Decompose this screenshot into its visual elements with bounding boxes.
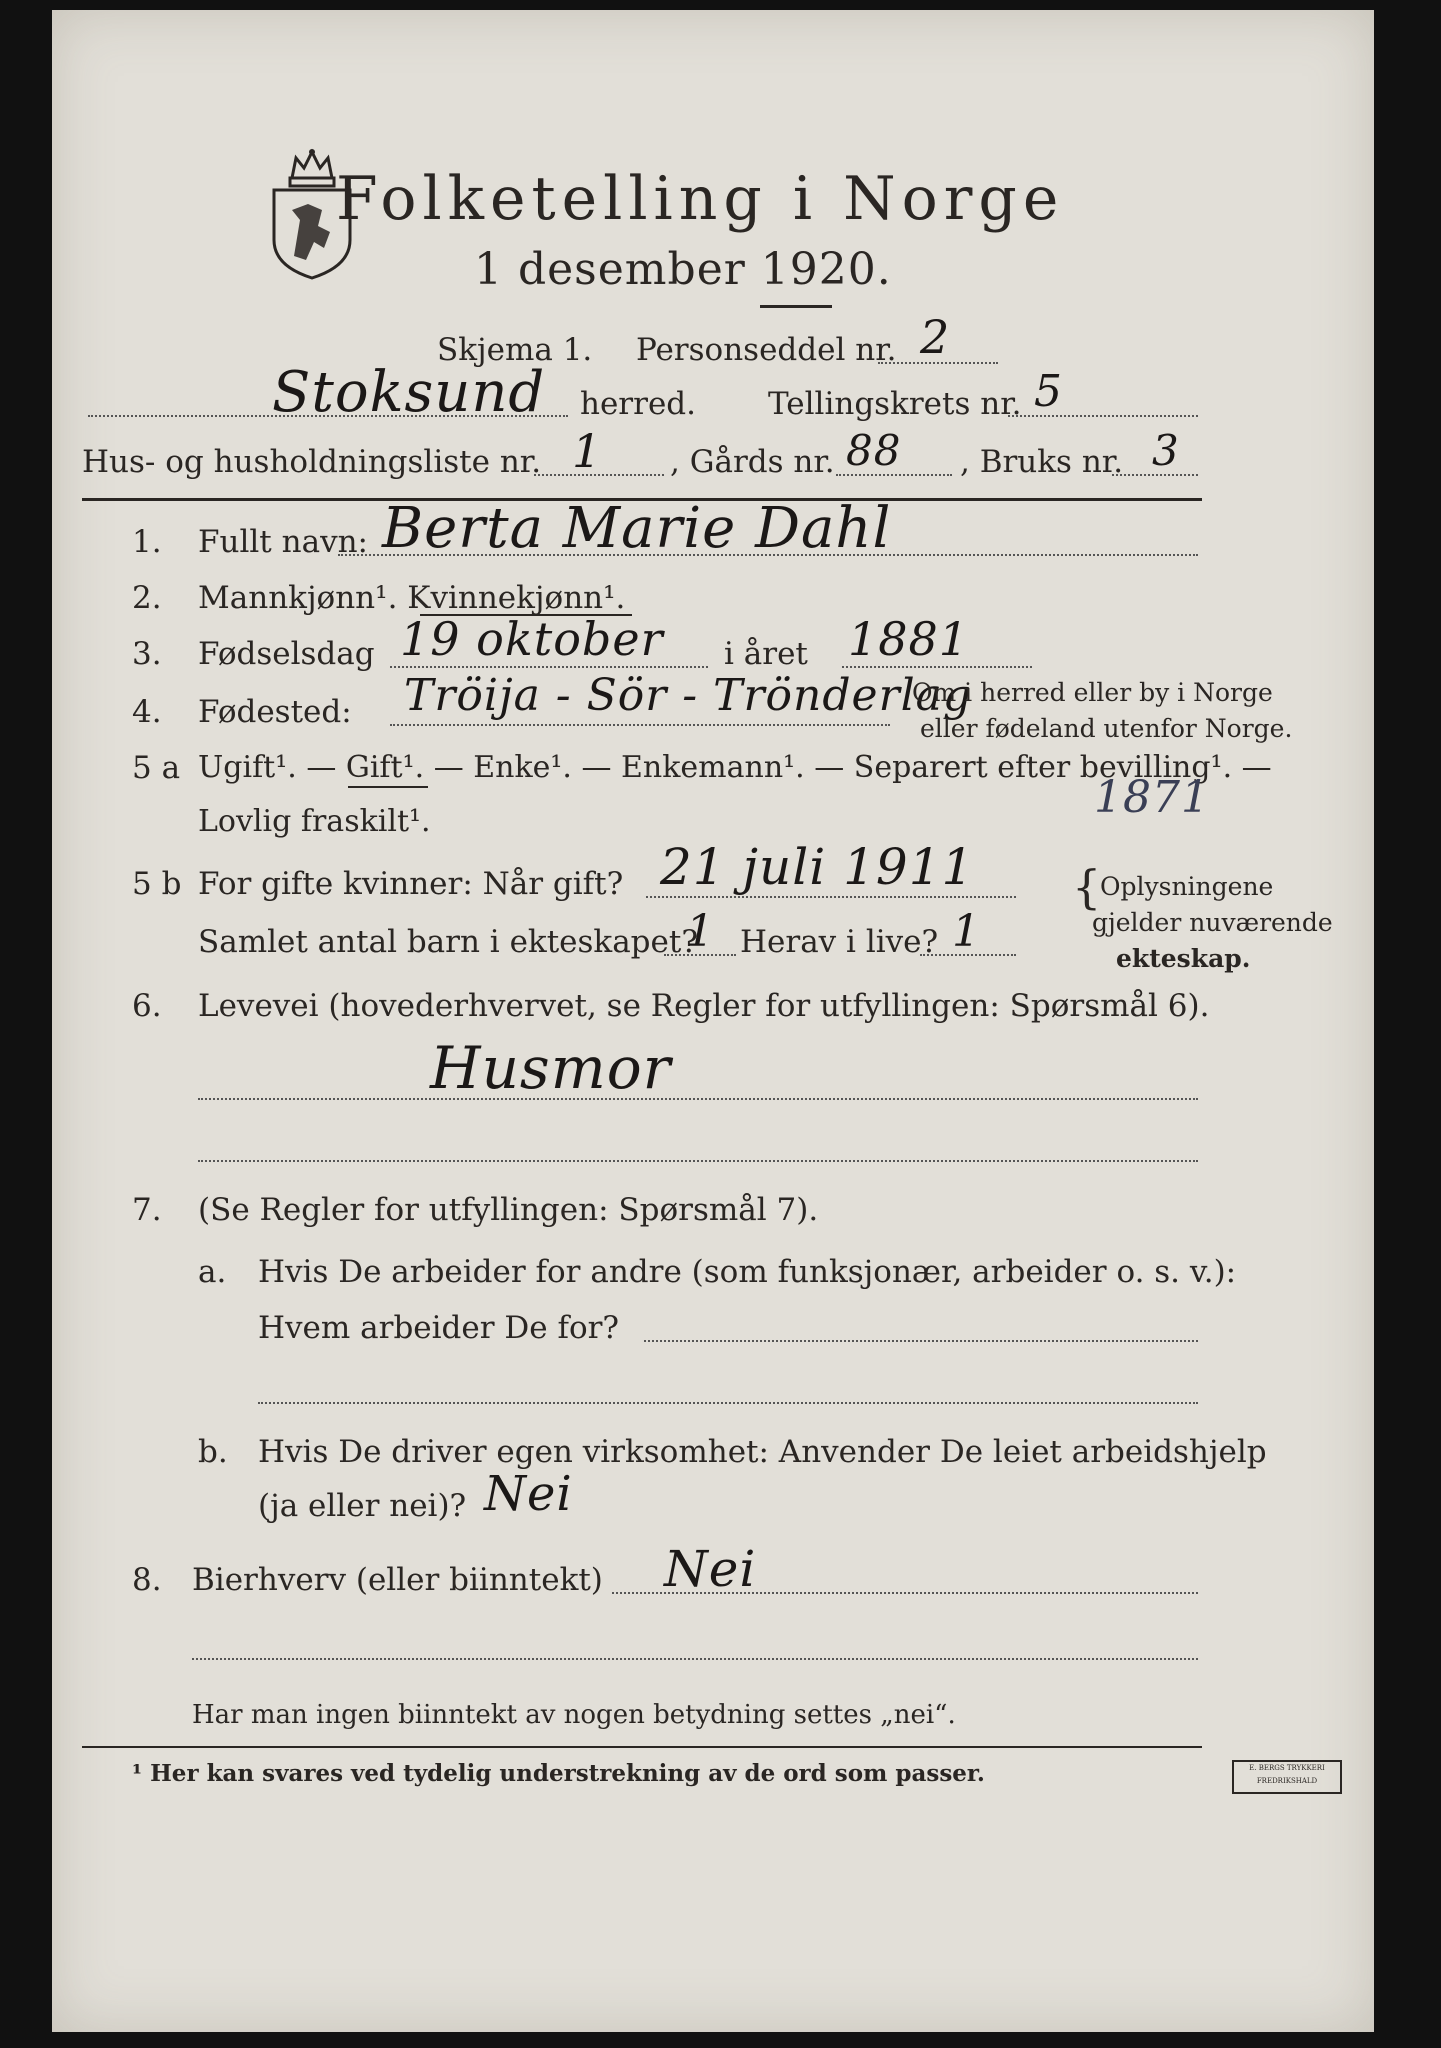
brace-icon: { [1072, 860, 1102, 914]
schema-label: Skjema 1. [437, 332, 593, 368]
q7b-line-2: (ja eller nei)? [258, 1488, 467, 1524]
q5b-number: 5 b [132, 866, 182, 902]
oplysning-note-1: Oplysningene [1100, 872, 1274, 901]
birthplace-value[interactable]: Tröija - Sör - Trönderlag [404, 670, 973, 721]
tellingskrets-label: Tellingskrets nr. [768, 386, 1022, 422]
birthyear-value[interactable]: 1881 [848, 612, 970, 666]
footer-divider [82, 1746, 1202, 1748]
birthplace-note-2: eller fødeland utenfor Norge. [920, 714, 1293, 743]
form-title: Folketelling i Norge [336, 164, 1065, 234]
q6-label: Levevei (hovederhvervet, se Regler for utfyllingen: Spørsmål 6). [198, 988, 1210, 1024]
q7-number: 7. [132, 1192, 162, 1228]
hired-help-value[interactable]: Nei [484, 1466, 573, 1522]
gift-underline [348, 786, 428, 788]
q4-label: Fødested: [198, 694, 352, 730]
bruks-value[interactable]: 3 [1152, 426, 1180, 475]
herred-value[interactable]: Stoksund [272, 360, 546, 425]
q7a-line-1: Hvis De arbeider for andre (som funksjonær, arbeider o. s. v.): [258, 1254, 1237, 1290]
q7a-line-2: Hvem arbeider De for? [258, 1310, 620, 1346]
birthdate-value[interactable]: 19 oktober [400, 612, 664, 666]
q7b-number: b. [198, 1434, 228, 1470]
census-form-page [52, 10, 1374, 2032]
gards-value[interactable]: 88 [846, 426, 902, 475]
q1-label: Fullt navn: [198, 524, 368, 560]
employer-field[interactable] [644, 1340, 1198, 1342]
children-label: Samlet antal barn i ekteskapet? [198, 924, 698, 960]
printer-city: FREDRIKSHALD [1256, 1777, 1318, 1785]
q7a-number: a. [198, 1254, 227, 1290]
title-divider [760, 305, 832, 308]
alive-label: Herav i live? [740, 924, 939, 960]
birthplace-note-1: Om i herred eller by i Norge [912, 678, 1273, 707]
gender-options: Mannkjønn¹. Kvinnekjønn¹. [198, 580, 626, 616]
printer-name: E. BERGS TRYKKERI [1249, 1764, 1325, 1772]
q8-number: 8. [132, 1562, 162, 1598]
footnote: ¹ Her kan svares ved tydelig understrekning av de ord som passer. [132, 1760, 985, 1787]
marital-status-options-2: Lovlig fraskilt¹. [198, 804, 431, 839]
q1-number: 1. [132, 524, 162, 560]
q3-label: Fødselsdag [198, 636, 375, 672]
married-label: For gifte kvinner: Når gift? [198, 866, 624, 902]
q5a-number: 5 a [132, 750, 181, 786]
year-label: i året [724, 636, 808, 672]
occupation-value[interactable]: Husmor [430, 1034, 672, 1102]
q7-label: (Se Regler for utfyllingen: Spørsmål 7). [198, 1192, 819, 1228]
oplysning-note-3: ekteskap. [1116, 944, 1251, 973]
husliste-label: Hus- og husholdningsliste nr. [82, 444, 542, 480]
tellingskrets-value[interactable]: 5 [1034, 366, 1063, 417]
side-income-value[interactable]: Nei [664, 1540, 757, 1598]
q8-label: Bierhverv (eller biinntekt) [192, 1562, 603, 1598]
alive-value[interactable]: 1 [952, 906, 981, 957]
q3-number: 3. [132, 636, 162, 672]
personseddel-value[interactable]: 2 [920, 310, 951, 364]
oplysning-note-2: gjelder nuværende [1092, 908, 1333, 937]
gards-label: , Gårds nr. [670, 444, 835, 480]
census-date: 1 desember 1920. [474, 244, 892, 295]
footer-note: Har man ingen biinntekt av nogen betydning settes „nei“. [192, 1700, 956, 1730]
q4-number: 4. [132, 694, 162, 730]
printer-stamp [1232, 1760, 1342, 1794]
bruks-label: , Bruks nr. [960, 444, 1124, 480]
q7b-line-1: Hvis De driver egen virksomhet: Anvender De leiet arbeidshjelp [258, 1434, 1267, 1470]
full-name-value[interactable]: Berta Marie Dahl [382, 496, 892, 561]
q6-number: 6. [132, 988, 162, 1024]
married-date-value[interactable]: 21 juli 1911 [660, 838, 975, 896]
herred-label: herred. [580, 386, 696, 422]
marital-status-options: Ugift¹. — Gift¹. — Enke¹. — Enkemann¹. — Separert efter bevilling¹. — [198, 750, 1272, 785]
children-value[interactable]: 1 [686, 906, 715, 957]
personseddel-label: Personseddel nr. [636, 332, 897, 368]
husliste-value[interactable]: 1 [572, 424, 603, 478]
q2-number: 2. [132, 580, 162, 616]
margin-note: 1871 [1094, 772, 1210, 823]
